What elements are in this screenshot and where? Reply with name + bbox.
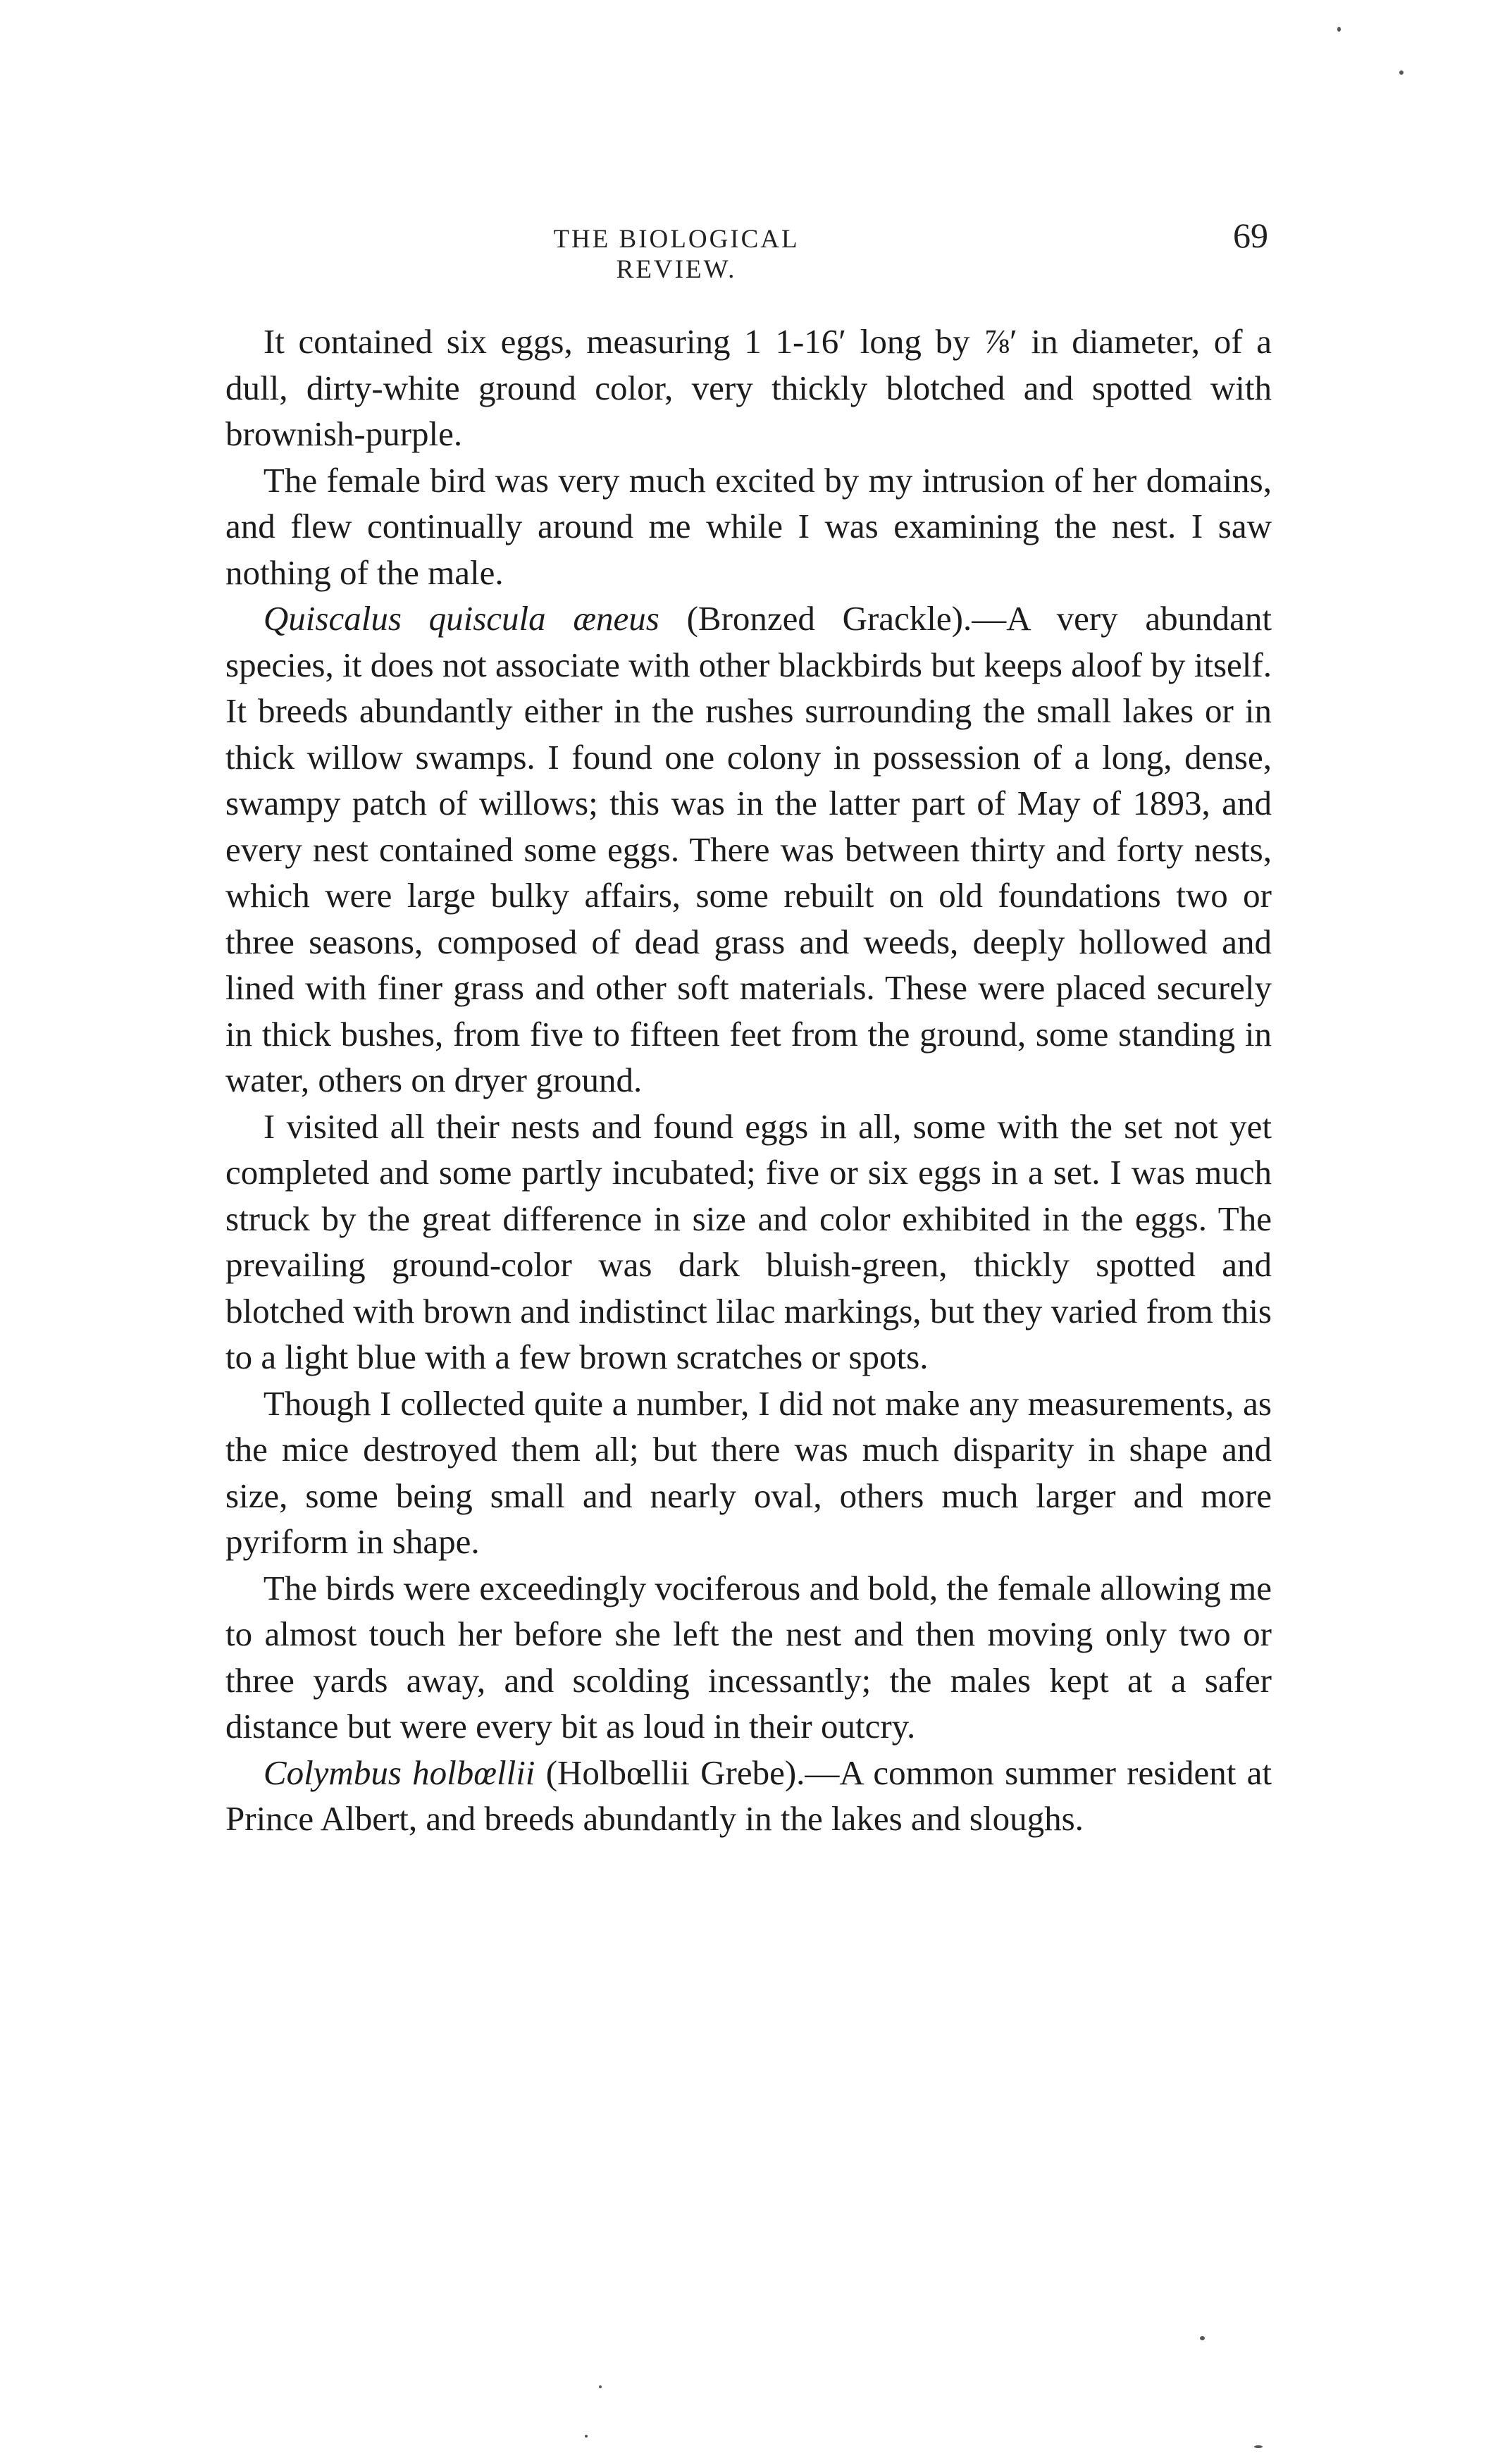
page-body (225, 319, 1272, 1842)
paragraph-holboell-grebe (225, 1750, 1272, 1842)
scan-speck (1399, 70, 1403, 75)
species-name-grebe: Colymbus holbœllii (263, 1753, 535, 1792)
scan-speck (1254, 2445, 1263, 2448)
paragraph-bird-behaviour: The birds were exceedingly vociferous and bold, the female allowing me to almost touch her before she left the nest and then moving only two or three yards away, and scolding incessantly; the males kept at a safer distance but were every bit as loud in their outcry. (225, 1568, 1272, 1746)
page-number: 69 (1233, 216, 1268, 255)
paragraph-female-bird: The female bird was very much excited by my intrusion of her domains, and flew continually around me while I was examining the nest. I saw nothing of the male. (225, 460, 1272, 592)
running-head: THE BIOLOGICAL REVIEW. (553, 225, 800, 284)
paragraph-nest-visits: I visited all their nests and found eggs in all, some with the set not yet completed and some partly incubated; five or six eggs in a set. I was much struck by the great difference in size and color exhibited in the eggs. The prevailing ground-color was dark bluish-green, thickly spotted and blotched with brown and indistinct lilac markings, but they varied from this to a light blue with a few brown scratches or spots. (225, 1106, 1272, 1376)
grackle-account-text: (Bronzed Grackle).—A very abundant species, it does not associate with other blackbirds but keeps aloof by itself. It breeds abundantly either in the rushes surrounding the small lakes or in thick willow swamps. I found one colony in possession of a long, dense, swampy patch of willows; this was in the latter part of May of 1893, and every nest contained some eggs. There was between thirty and forty nests, which were large bulky affairs, some rebuilt on old foundations two or three seasons, composed of dead grass and weeds, deeply hollowed and lined with finer grass and other soft materials. These were placed securely in thick bushes, from five to fifteen feet from the ground, some standing in water, others on dryer ground. (225, 599, 1272, 1099)
paragraph-measurements: Though I collected quite a number, I did not make any measurements, as the mice destroyed them all; but there was much disparity in shape and size, some being small and nearly oval, others much larger and more pyriform in shape. (225, 1383, 1272, 1561)
scan-speck (1337, 27, 1341, 32)
grebe-account-text: (Holbœllii Grebe).—A common summer resident at Prince Albert, and breeds abundantly in the lakes and sloughs. (225, 1753, 1272, 1838)
scan-speck (585, 2435, 588, 2438)
paragraph-egg-description: It contained six eggs, measuring 1 1-16′ long by ⅞′ in diameter, of a dull, dirty-white ground color, very thickly blotched and spotted with brownish-purple. (225, 322, 1272, 453)
species-name-grackle: Quiscalus quiscula æneus (263, 599, 659, 638)
scan-speck (599, 2385, 602, 2388)
scan-speck (1200, 2336, 1205, 2340)
paragraph-bronzed-grackle (225, 595, 1272, 1104)
